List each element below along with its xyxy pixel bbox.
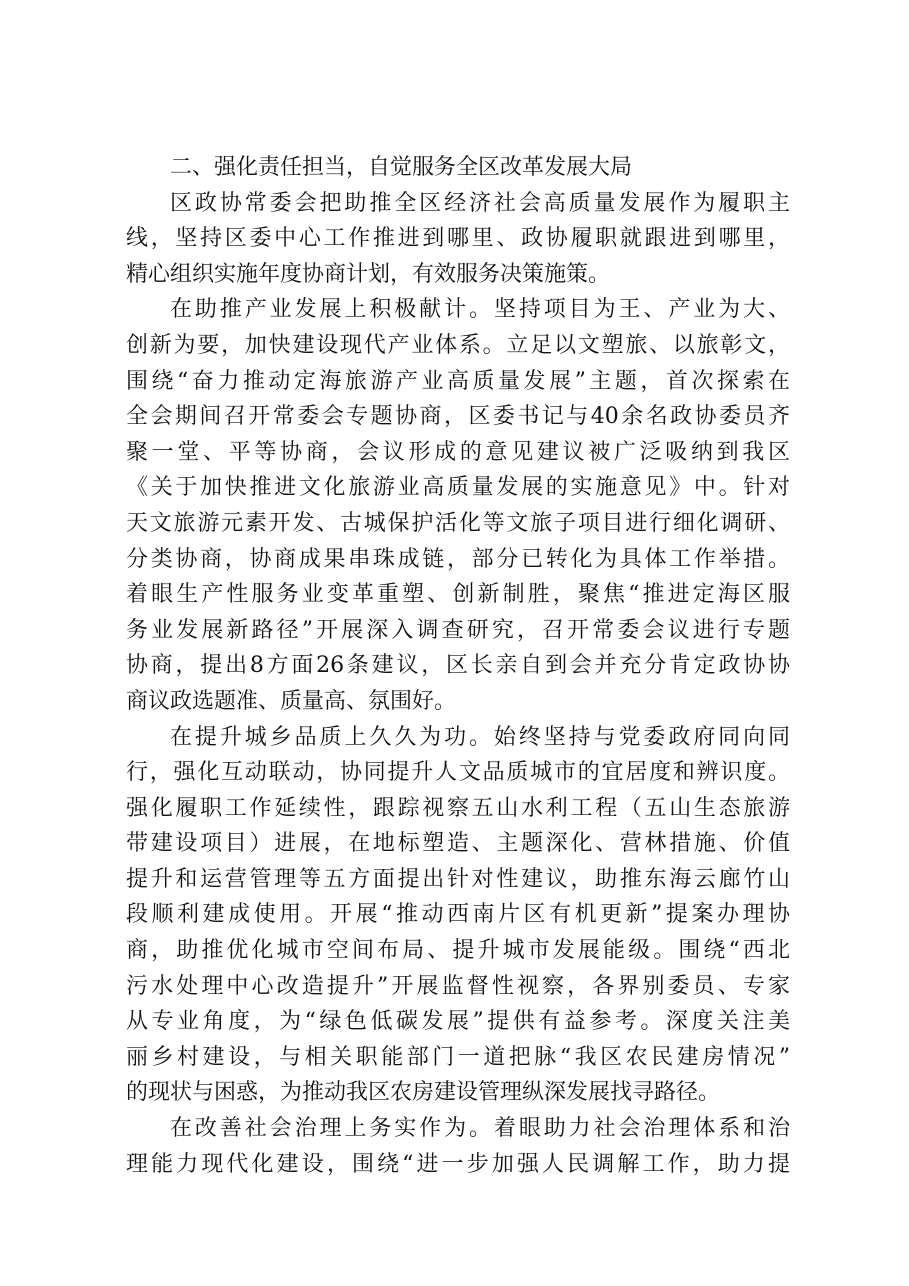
paragraph-line: 强化履职工作延续性，跟踪视察五山水利工程（五山生态旅游: [126, 795, 790, 821]
paragraph-line: 协商，提出8方面26条建议，区长亲自到会并充分肯定政协协: [126, 653, 790, 679]
paragraph-line: 围绕“奋力推动定海旅游产业高质量发展”主题，首次探索在: [126, 368, 790, 394]
paragraph-line: 商，助推优化城市空间布局、提升城市发展能级。围绕“西北: [126, 938, 790, 964]
paragraph-line: 从专业角度，为“绿色低碳发展”提供有益参考。深度关注美: [126, 1009, 790, 1035]
paragraph-line: 丽乡村建设，与相关职能部门一道把脉“我区农民建房情况”: [126, 1044, 790, 1070]
paragraph-line: 带建设项目）进展，在地标塑造、主题深化、营林措施、价值: [126, 831, 790, 857]
paragraph-line: 全会期间召开常委会专题协商，区委书记与40余名政协委员齐: [126, 404, 790, 430]
section-heading: 二、强化责任担当，自觉服务全区改革发展大局: [170, 155, 633, 180]
paragraph-line: 在改善社会治理上务实作为。着眼助力社会治理体系和治: [170, 1116, 790, 1142]
paragraph-line: 理能力现代化建设，围绕“进一步加强人民调解工作，助力提: [126, 1151, 790, 1177]
paragraph-line: 精心组织实施年度协商计划，有效服务决策施策。: [126, 261, 611, 287]
paragraph-line: 段顺利建成使用。开展“推动西南片区有机更新”提案办理协: [126, 902, 790, 928]
paragraph-line: 在助推产业发展上积极献计。坚持项目为王、产业为大、: [170, 297, 790, 323]
paragraph-line: 线，坚持区委中心工作推进到哪里、政协履职就跟进到哪里，: [126, 226, 790, 252]
paragraph-line: 提升和运营管理等五方面提出针对性建议，助推东海云廊竹山: [126, 866, 790, 892]
paragraph-line: 天文旅游元素开发、古城保护活化等文旅子项目进行细化调研、: [126, 510, 790, 536]
document-body: [126, 150, 790, 1182]
paragraph-line: 着眼生产性服务业变革重塑、创新制胜，聚焦“推进定海区服: [126, 582, 790, 608]
paragraph-line: 污水处理中心改造提升”开展监督性视察，各界别委员、专家: [126, 973, 790, 999]
paragraph-line: 在提升城乡品质上久久为功。始终坚持与党委政府同向同: [170, 724, 790, 750]
paragraph-line: 创新为要，加快建设现代产业体系。立足以文塑旅、以旅彰文，: [126, 332, 790, 358]
paragraph-line: 务业发展新路径”开展深入调查研究，召开常委会议进行专题: [126, 617, 790, 643]
paragraph-line: 分类协商，协商成果串珠成链，部分已转化为具体工作举措。: [126, 546, 790, 572]
paragraph-line: 商议政选题准、质量高、氛围好。: [126, 688, 457, 714]
paragraph-line: 的现状与困惑，为推动我区农房建设管理纵深发展找寻路径。: [126, 1080, 721, 1106]
paragraph-line: 区政协常委会把助推全区经济社会高质量发展作为履职主: [170, 190, 790, 216]
paragraph-line: 行，强化互动联动，协同提升人文品质城市的宜居度和辨识度。: [126, 760, 790, 786]
paragraph-line: 《关于加快推进文化旅游业高质量发展的实施意见》中。针对: [126, 475, 790, 501]
paragraph-line: 聚一堂、平等协商，会议形成的意见建议被广泛吸纳到我区: [126, 439, 790, 465]
